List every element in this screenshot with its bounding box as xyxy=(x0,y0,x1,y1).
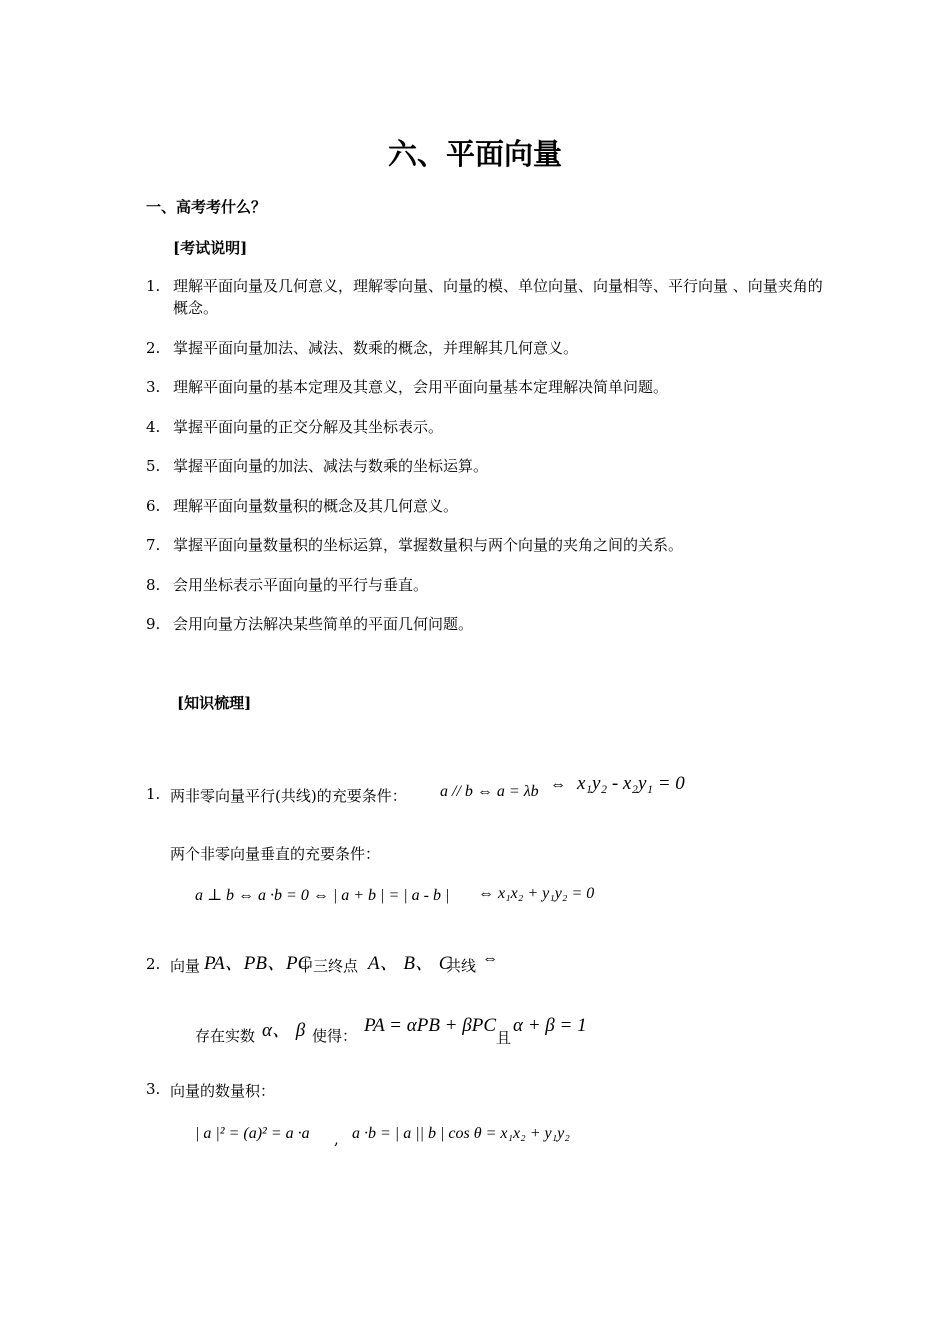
scalars-formula: α、 β xyxy=(262,1020,306,1041)
perpendicular-formula: a ⊥ b ⇔ a ·b = 0 ⇔ | a + b | = | a - b | xyxy=(195,887,450,904)
list-item-number: 2. xyxy=(146,339,161,357)
collinear-formula: PA = αPB + βPC xyxy=(364,1015,496,1036)
list-item-number: 9. xyxy=(146,615,161,633)
vectors-formula: PA、PB、PC xyxy=(204,953,311,974)
list-item-number: 7. xyxy=(146,536,161,554)
iff-symbol: ⇔ xyxy=(550,776,566,793)
knowledge-number: 2. xyxy=(146,955,161,973)
iff-symbol: ⇔ xyxy=(482,950,498,967)
knowledge-text: 向量的数量积： xyxy=(170,1082,276,1100)
knowledge-text: 中三终点 xyxy=(298,957,359,975)
parallel-formula: a // b ⇔ a = λb xyxy=(440,783,539,800)
magnitude-formula: | a |² = (a)² = a ·a xyxy=(195,1125,310,1142)
knowledge-number: 1. xyxy=(146,785,161,803)
knowledge-heading: [知识梳理] xyxy=(177,694,252,712)
list-item: 掌握平面向量的正交分解及其坐标表示。 xyxy=(173,418,444,436)
section-heading: 一、高考考什么？ xyxy=(146,198,267,216)
knowledge-text: 两个非零向量垂直的充要条件： xyxy=(170,845,381,863)
list-item-number: 1. xyxy=(146,277,161,295)
list-item: 掌握平面向量加法、减法、数乘的概念，并理解其几何意义。 xyxy=(173,339,579,357)
list-item-number: 5. xyxy=(146,457,161,475)
comma: , xyxy=(334,1130,339,1148)
knowledge-text: 向量 xyxy=(170,957,201,975)
list-item-number: 6. xyxy=(146,497,161,515)
list-item: 理解平面向量及几何意义，理解零向量、向量的模、单位向量、向量相等、平行向量 、向量夹角的概念。 xyxy=(173,277,823,317)
knowledge-text: 存在实数 xyxy=(195,1027,256,1045)
sum-formula: α + β = 1 xyxy=(513,1015,587,1036)
knowledge-text: 两非零向量平行(共线)的充要条件： xyxy=(170,787,407,805)
dot-product-formula: a ·b = | a || b | cos θ = x₁x₂ + y₁y₂ xyxy=(352,1125,570,1142)
knowledge-number: 3. xyxy=(146,1080,161,1098)
list-item-number: 3. xyxy=(146,378,161,396)
list-item: 会用坐标表示平面向量的平行与垂直。 xyxy=(173,576,429,594)
list-item-number: 8. xyxy=(146,576,161,594)
list-item: 理解平面向量的基本定理及其意义，会用平面向量基本定理解决简单问题。 xyxy=(173,378,669,396)
parallel-coordinate-formula: x₁y₂ - x₂y₁ = 0 xyxy=(577,773,685,794)
list-item: 会用向量方法解决某些简单的平面几何问题。 xyxy=(173,615,474,633)
knowledge-text: 使得： xyxy=(312,1027,358,1045)
list-item: 掌握平面向量数量积的坐标运算，掌握数量积与两个向量的夹角之间的关系。 xyxy=(173,536,684,554)
knowledge-text: 且 xyxy=(496,1029,512,1047)
list-item: 掌握平面向量的加法、减法与数乘的坐标运算。 xyxy=(173,457,489,475)
list-item: 理解平面向量数量积的概念及其几何意义。 xyxy=(173,497,459,515)
exam-note-heading: [考试说明] xyxy=(173,239,248,257)
page-title: 六、平面向量 xyxy=(387,137,562,171)
list-item-number: 4. xyxy=(146,418,161,436)
perpendicular-coordinate-formula: ⇔ x₁x₂ + y₁y₂ = 0 xyxy=(478,885,595,902)
knowledge-text: 共线 xyxy=(446,957,477,975)
points-formula: A、 B、 C xyxy=(368,953,452,974)
